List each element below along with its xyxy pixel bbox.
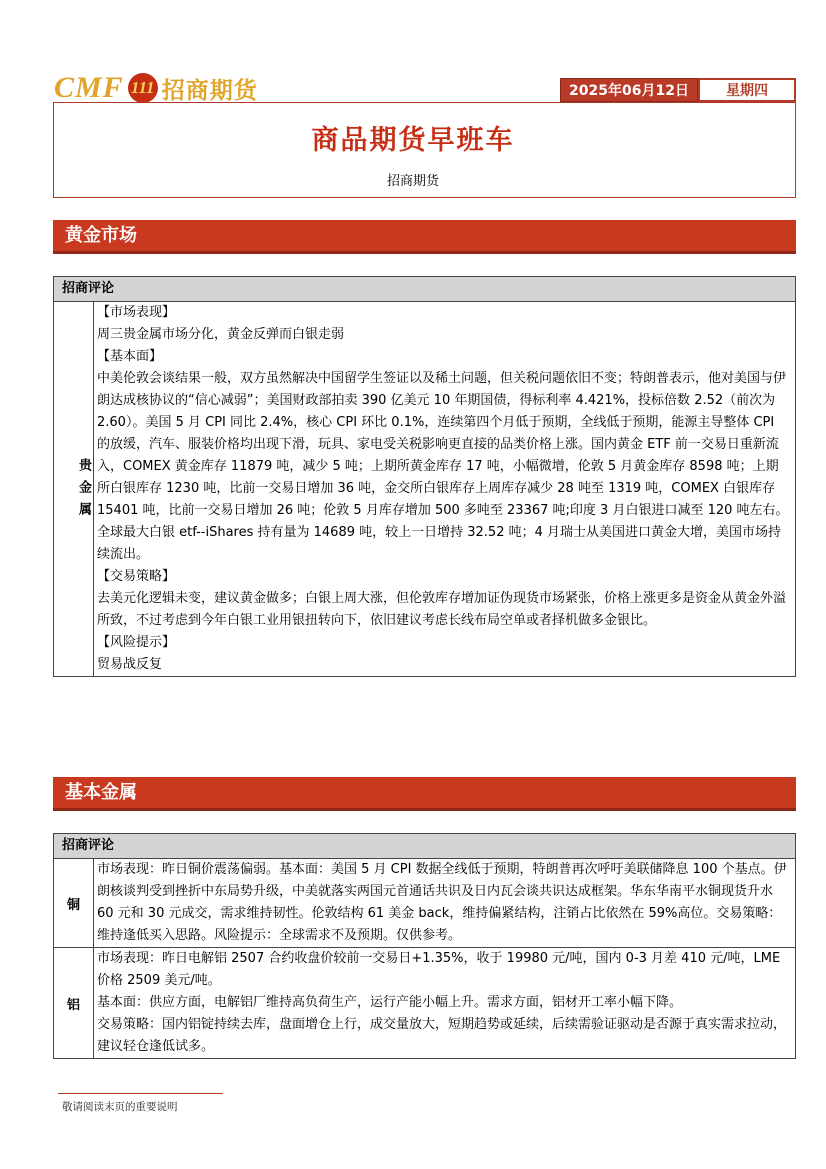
base-metals-comment-table xyxy=(53,833,796,1059)
row-content xyxy=(94,302,795,676)
paragraph: 市场表现：昨日铜价震荡偏弱。基本面：美国 5 月 CPI 数据全线低于预期，特朗普再次呼吁美联储降息 100 个基点。伊朗核谈判受到挫折中东局势升级，中美就落实两国元首通话共识及日内瓦会谈共识达成框架。华东华南平水铜现货升水 60 元和 30 元成交，需求维持韧性。伦敦结构 61 美金 back，维持偏紧结构，注销占比依然在 59%高位。交易策略：维持逢低买入思路。风险提示：全球需求不及预期。仅供参考。 xyxy=(97,862,787,943)
section-title-gold: 黄金市场 xyxy=(53,220,796,254)
table-row xyxy=(54,947,795,1058)
logo-company-name: 招商期货 xyxy=(161,77,258,104)
row-label-aluminum: 铝 xyxy=(54,948,94,1058)
footer-note: 敬请阅读末页的重要说明 xyxy=(62,1101,178,1113)
page-title: 商品期货早班车 xyxy=(311,125,515,156)
paragraph: 贸易战反复 xyxy=(97,657,163,672)
date-bar xyxy=(560,78,796,102)
paragraph: 【基本面】 xyxy=(97,349,163,364)
logo-cmf-text: CMF xyxy=(54,71,124,104)
table-row xyxy=(54,859,795,947)
row-label-copper: 铜 xyxy=(54,859,94,947)
company-logo xyxy=(54,70,258,106)
row-label-precious-metals: 贵金属 xyxy=(54,302,94,676)
comment-header: 招商评论 xyxy=(54,277,795,302)
report-weekday: 星期四 xyxy=(698,78,796,102)
paragraph: 交易策略：国内铝锭持续去库，盘面增仓上行，成交量放大，短期趋势或延续，后续需验证驱动是否源于真实需求拉动，建议轻仓逢低试多。 xyxy=(97,1017,787,1054)
paragraph: 【市场表现】 xyxy=(97,305,176,320)
paragraph: 市场表现：昨日电解铝 2507 合约收盘价较前一交易日+1.35%，收于 19980 元/吨，国内 0-3 月差 410 元/吨，LME 价格 2509 美元/吨。 xyxy=(97,951,781,988)
footer-divider xyxy=(58,1093,223,1094)
comment-header: 招商评论 xyxy=(54,834,795,859)
gold-comment-table xyxy=(53,276,796,677)
row-content xyxy=(94,859,795,947)
paragraph: 基本面：供应方面，电解铝厂维持高负荷生产，运行产能小幅上升。需求方面，铝材开工率小幅下降。 xyxy=(97,995,683,1010)
paragraph: 中美伦敦会谈结果一般，双方虽然解决中国留学生签证以及稀土问题，但关税问题依旧不变；特朗普表示，他对美国与伊朗达成核协议的“信心减弱”；美国财政部拍卖 390 亿美元 10 年期国债，得标利率 4.421%，投标倍数 2.52（前次为 2.60）。美国 5 月 CPI 同比 2.4%，核心 CPI 环比 0.1%，连续第四个月低于预期，全线低于预期，能源主导整体 CPI 的放缓，汽车、服装价格均出现下滑，玩具、家电受关税影响更直接的品类价格上涨。国内黄金 ETF 前一交易日重新流入，COMEX 黄金库存 11879 吨，减少 5 吨；上期所黄金库存 17 吨，小幅微增，伦敦 5 月黄金库存 8598 吨；上期所白银库存 1230 吨，比前一交易日增加 36 吨，金交所白银库存上周库存减少 28 吨至 1319 吨，COMEX 白银库存 15401 吨，比前一交易日增加 26 吨；伦敦 5 月库存增加 500 多吨至 23367 吨;印度 3 月白银进口减至 120 吨左右。全球最大白银 etf--iShares 持有量为 14689 吨，较上一日增持 32.52 吨；4 月瑞士从美国进口黄金大增，美国市场持续流出。 xyxy=(97,371,789,562)
table-row xyxy=(54,302,795,676)
logo-mark: 111 xyxy=(128,73,158,103)
row-content xyxy=(94,948,795,1058)
paragraph: 周三贵金属市场分化，黄金反弹而白银走弱 xyxy=(97,327,345,342)
paragraph: 去美元化逻辑未变，建议黄金做多；白银上周大涨，但伦敦库存增加证伪现货市场紧张，价格上涨更多是资金从黄金外溢所致，不过考虑到今年白银工业用银扭转向下，依旧建议考虑长线布局空单或者择机做多金银比。 xyxy=(97,591,787,628)
paragraph: 【风险提示】 xyxy=(97,635,176,650)
page-subtitle: 招商期货 xyxy=(386,174,439,189)
paragraph: 【交易策略】 xyxy=(97,569,176,584)
report-date: 2025年06月12日 xyxy=(560,78,698,102)
section-title-base-metals: 基本金属 xyxy=(53,777,796,811)
